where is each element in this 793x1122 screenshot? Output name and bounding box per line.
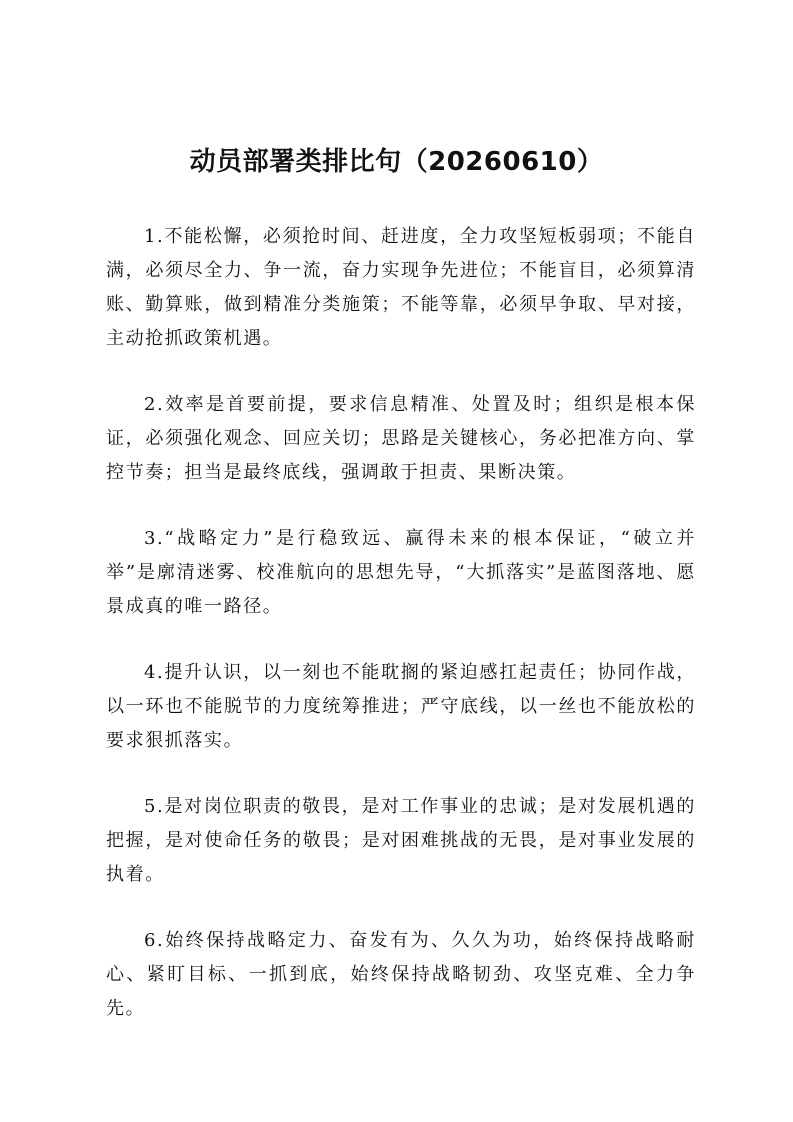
page-title: 动员部署类排比句（20260610） [189, 147, 604, 177]
document-body [106, 220, 696, 1058]
paragraph-3: 3.“战略定力”是行稳致远、赢得未来的根本保证，“破立并举”是廓清迷雾、校准航向的思想先导，“大抓落实”是蓝图落地、愿景成真的唯一路径。 [106, 528, 696, 617]
paragraph-2: 2.效率是首要前提，要求信息精准、处置及时；组织是根本保证，必须强化观念、回应关切；思路是关键核心，务必把准方向、掌控节奏；担当是最终底线，强调敢于担责、果断决策。 [106, 394, 696, 483]
paragraph-1: 1.不能松懈，必须抢时间、赶进度，全力攻坚短板弱项；不能自满，必须尽全力、争一流，奋力实现争先进位；不能盲目，必须算清账、勤算账，做到精准分类施策；不能等靠，必须早争取、早对接，主动抢抓政策机遇。 [106, 226, 696, 349]
paragraph-5: 5.是对岗位职责的敬畏，是对工作事业的忠诚；是对发展机遇的把握，是对使命任务的敬畏；是对困难挑战的无畏，是对事业发展的执着。 [106, 796, 696, 885]
paragraph-4: 4.提升认识，以一刻也不能耽搁的紧迫感扛起责任；协同作战，以一环也不能脱节的力度统筹推进；严守底线，以一丝也不能放松的要求狠抓落实。 [106, 662, 696, 751]
paragraph-6: 6.始终保持战略定力、奋发有为、久久为功，始终保持战略耐心、紧盯目标、一抓到底，始终保持战略韧劲、攻坚克难、全力争先。 [106, 930, 696, 1019]
